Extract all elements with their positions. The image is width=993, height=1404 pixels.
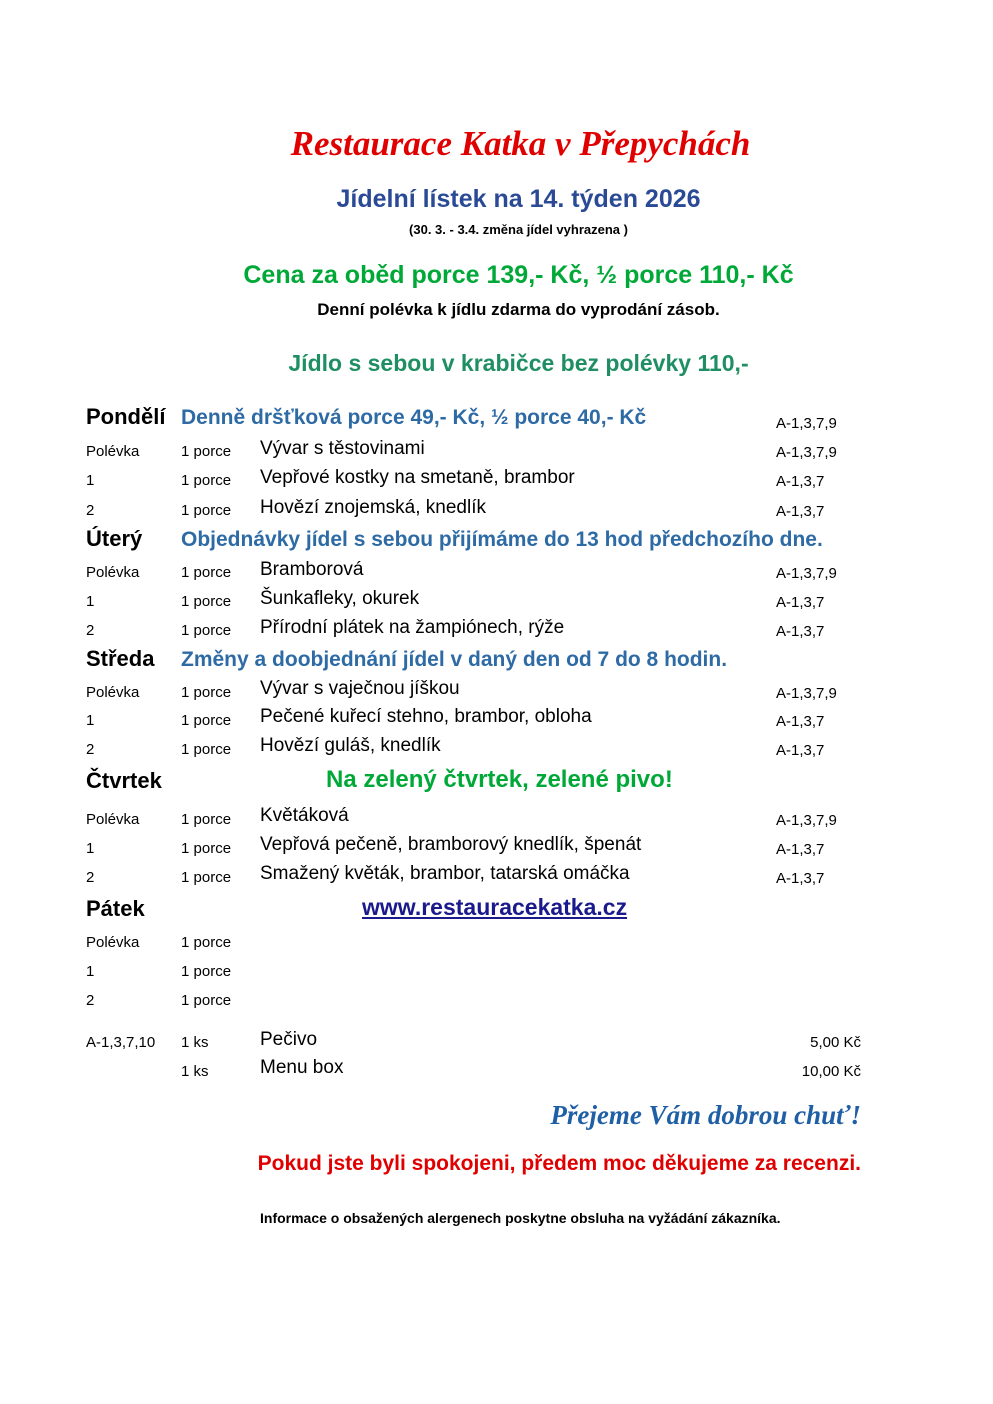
day-thursday: Čtvrtek <box>86 768 162 793</box>
row-portion: 1 porce <box>181 934 232 951</box>
soup-note: Denní polévka k jídlu zdarma do vyprodání zásob. <box>317 300 720 319</box>
row-portion: 1 porce <box>181 684 232 701</box>
row-allergens: A-1,3,7 <box>776 594 825 611</box>
wednesday-info: Změny a doobjednání jídel v daný den od 7 do 8 hodin. <box>181 648 728 671</box>
row-dish: Šunkafleky, okurek <box>260 588 420 609</box>
row-portion: 1 porce <box>181 593 232 610</box>
row-label: Polévka <box>86 934 140 951</box>
date-note: (30. 3. - 3.4. změna jídel vyhrazena ) <box>409 222 628 237</box>
monday-info-allergens: A-1,3,7,9 <box>776 415 837 432</box>
row-portion: 1 porce <box>181 992 232 1009</box>
menu-subtitle: Jídelní lístek na 14. týden 2026 <box>336 185 701 213</box>
row-portion: 1 porce <box>181 502 232 519</box>
row-label: 1 <box>86 593 95 610</box>
row-label: 2 <box>86 869 95 886</box>
extra-item: Menu box <box>260 1057 344 1078</box>
website-link[interactable]: www.restauracekatka.cz <box>362 894 628 920</box>
row-allergens: A-1,3,7,9 <box>776 565 837 582</box>
restaurant-title: Restaurace Katka v Přepychách <box>290 124 751 163</box>
row-label: 2 <box>86 622 95 639</box>
row-label: 1 <box>86 712 95 729</box>
row-portion: 1 porce <box>181 840 232 857</box>
row-label: 2 <box>86 502 95 519</box>
day-monday: Pondělí <box>86 404 166 429</box>
day-wednesday: Středa <box>86 646 155 671</box>
row-label: Polévka <box>86 811 140 828</box>
row-allergens: A-1,3,7 <box>776 841 825 858</box>
row-label: Polévka <box>86 443 140 460</box>
row-dish: Vývar s vaječnou jíškou <box>260 678 460 699</box>
row-dish: Bramborová <box>260 559 364 580</box>
row-dish: Přírodní plátek na žampiónech, rýže <box>260 617 565 638</box>
takeaway-note: Jídlo s sebou v krabičce bez polévky 110,- <box>288 350 749 376</box>
lunch-price: Cena za oběd porce 139,- Kč, ½ porce 110,- Kč <box>243 261 794 289</box>
extra-qty: 1 ks <box>181 1034 209 1051</box>
row-allergens: A-1,3,7 <box>776 742 825 759</box>
row-allergens: A-1,3,7 <box>776 503 825 520</box>
row-label: 2 <box>86 992 95 1009</box>
row-allergens: A-1,3,7,9 <box>776 685 837 702</box>
row-dish: Vepřová pečeně, bramborový knedlík, špenát <box>260 834 642 855</box>
extra-price: 10,00 Kč <box>801 1063 861 1080</box>
row-portion: 1 porce <box>181 564 232 581</box>
day-tuesday: Úterý <box>86 526 143 551</box>
row-allergens: A-1,3,7,9 <box>776 812 837 829</box>
row-label: 1 <box>86 963 95 980</box>
extra-qty: 1 ks <box>181 1063 209 1080</box>
row-label: 1 <box>86 840 95 857</box>
row-portion: 1 porce <box>181 869 232 886</box>
row-label: 2 <box>86 741 95 758</box>
row-portion: 1 porce <box>181 963 232 980</box>
row-dish: Hovězí znojemská, knedlík <box>260 497 486 518</box>
wish-text: Přejeme Vám dobrou chuť! <box>550 1100 861 1130</box>
row-dish: Vývar s těstovinami <box>260 438 425 459</box>
review-request: Pokud jste byli spokojeni, předem moc děkujeme za recenzi. <box>257 1152 861 1175</box>
thursday-info: Na zelený čtvrtek, zelené pivo! <box>326 766 673 793</box>
row-dish: Smažený květák, brambor, tatarská omáčka <box>260 863 630 884</box>
row-dish: Květáková <box>260 805 349 826</box>
row-portion: 1 porce <box>181 472 232 489</box>
row-allergens: A-1,3,7 <box>776 713 825 730</box>
monday-info: Denně dršťková porce 49,- Kč, ½ porce 40,- Kč <box>181 406 647 429</box>
row-label: Polévka <box>86 684 140 701</box>
extra-allergens: A-1,3,7,10 <box>86 1034 156 1051</box>
row-allergens: A-1,3,7,9 <box>776 444 837 461</box>
row-allergens: A-1,3,7 <box>776 870 825 887</box>
row-allergens: A-1,3,7 <box>776 473 825 490</box>
row-dish: Vepřové kostky na smetaně, brambor <box>260 467 575 488</box>
row-dish: Pečené kuřecí stehno, brambor, obloha <box>260 706 592 727</box>
extra-price: 5,00 Kč <box>810 1034 861 1051</box>
row-portion: 1 porce <box>181 622 232 639</box>
row-label: 1 <box>86 472 95 489</box>
day-friday: Pátek <box>86 896 145 921</box>
row-label: Polévka <box>86 564 140 581</box>
row-portion: 1 porce <box>181 443 232 460</box>
row-allergens: A-1,3,7 <box>776 623 825 640</box>
row-portion: 1 porce <box>181 741 232 758</box>
row-portion: 1 porce <box>181 712 232 729</box>
row-portion: 1 porce <box>181 811 232 828</box>
extra-item: Pečivo <box>260 1029 318 1050</box>
row-dish: Hovězí guláš, knedlík <box>260 735 441 756</box>
tuesday-info: Objednávky jídel s sebou přijímáme do 13 hod předchozího dne. <box>181 528 823 551</box>
allergen-info: Informace o obsažených alergenech poskytne obsluha na vyžádání zákazníka. <box>260 1210 781 1226</box>
